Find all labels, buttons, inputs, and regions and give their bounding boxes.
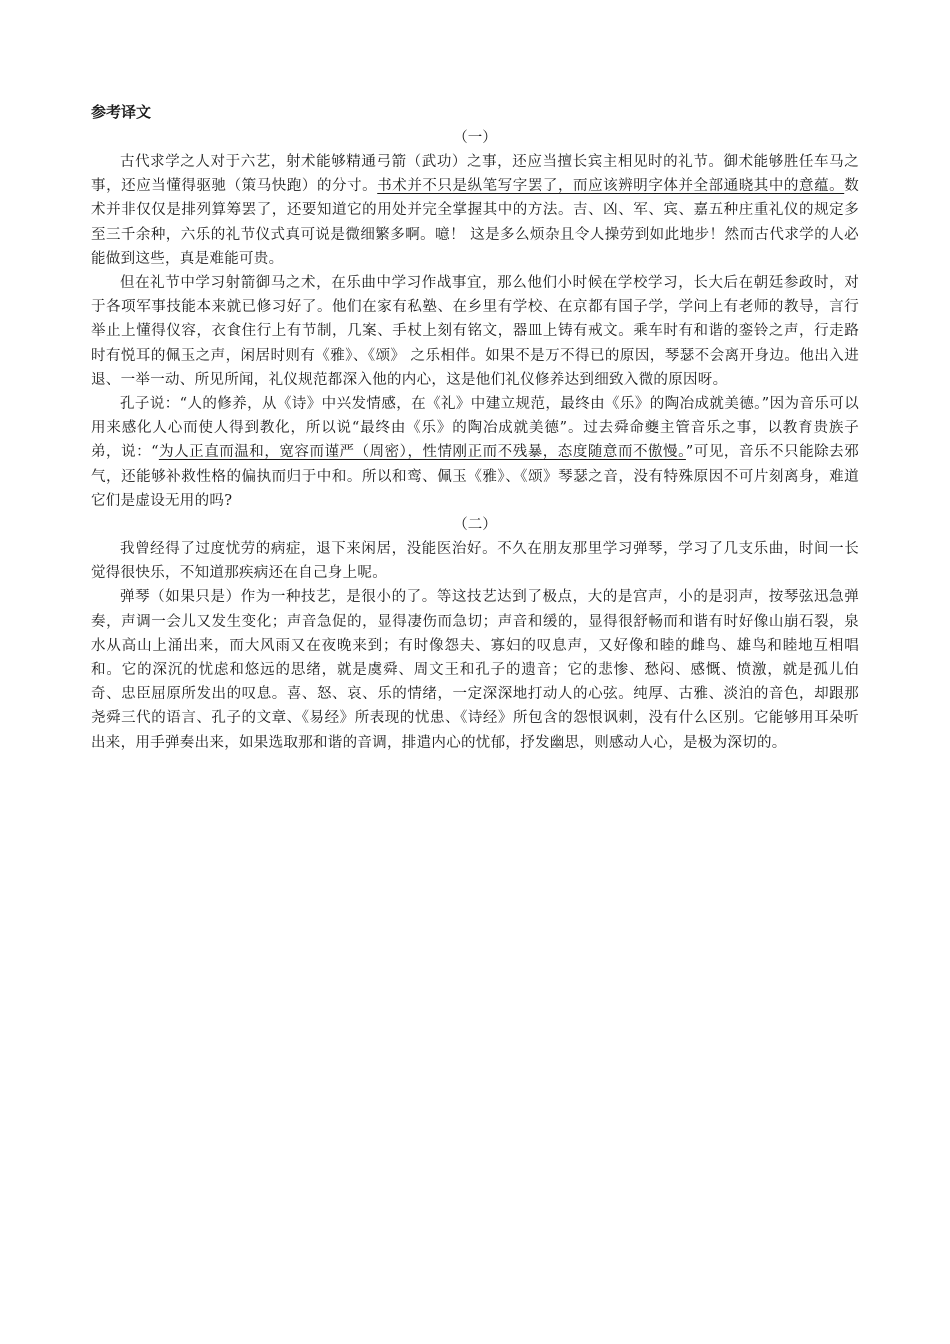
section-one-title: （一） (453, 130, 497, 146)
section-one-paragraph-1 (91, 150, 859, 271)
paragraph-text: 孔子说：“人的修养，从《诗》中兴发情感，在《礼》中建立规范，最终由《乐》的陶冶成就美德。”因为音乐可以用来感化人心而使人得到教化，所以说“最终由《乐》的陶冶成就美德”。过去舜命夔主管音乐之事，以教育贵族子弟，说：“ (91, 396, 859, 461)
underlined-sentence: 为人正直而温和，宽容而谨严（周密），性情刚正而不残暴，态度随意而不傲慢。 (158, 444, 686, 461)
paragraph-text: 古代求学之人对于六艺，射术能够精通弓箭（武功）之事，还应当擅长宾主相见时的礼节。御术能够胜任车马之事，还应当懂得驱驰（策马快跑）的分寸。 (91, 154, 859, 195)
paragraph-text: ”可见，音乐不只能除去邪气，还能够补救性格的偏执而归于中和。所以和鸾、佩玉《雅》、《颂》琴瑟之音，没有特殊原因不可片刻离身，难道它们是虚设无用的吗? (91, 444, 859, 509)
section-two-paragraph-2: 弹琴（如果只是）作为一种技艺，是很小的了。等这技艺达到了极点，大的是宫声，小的是羽声，按琴弦迅急弹奏，声调一会儿又发生变化；声音急促的，显得凄伤而急切；声音和缓的，显得很舒畅而和谐有时好像山崩石裂，泉水从高山上涌出来，而大风雨又在夜晚来到；有时像怨夫、寡妇的叹息声，又好像和睦的雌鸟、雄鸟和睦地互相唱和。它的深沉的忧虑和悠远的思绪，就是虞舜、周文王和孔子的遗音；它的悲惨、愁闷、感慨、愤激，就是孤儿伯奇、忠臣屈原所发出的叹息。喜、怒、哀、乐的情绪，一定深深地打动人的心弦。纯厚、古雅、淡泊的音色，却跟那尧舜三代的语言、孔子的文章、《易经》所表现的忧患、《诗经》所包含的怨恨讽刺，没有什么区别。它能够用耳朵听出来，用手弹奏出来，如果选取那和谐的音调，排遣内心的忧郁，抒发幽思，则感动人心，是极为深切的。 (91, 589, 859, 751)
reference-translation-heading: 参考译文 (91, 103, 152, 121)
paragraph-text: 数术并非仅仅是排列算筹罢了，还要知道它的用处并完全掌握其中的方法。吉、凶、军、宾、嘉五种庄重礼仪的规定多至三千余种，六乐的礼节仪式真可说是微细繁多啊。噫！ 这是多么烦杂且令人操劳到如此地步！然而古代求学的人必能做到这些，真是难能可贵。 (91, 178, 860, 267)
section-one-paragraph-3 (91, 392, 859, 513)
underlined-sentence: 书术并不只是纵笔写字罢了，而应该辨明字体并全部通晓其中的意蕴。 (377, 178, 845, 195)
section-two-paragraph-1: 我曾经得了过度忧劳的病症，退下来闲居，没能医治好。不久在朋友那里学习弹琴，学习了几支乐曲，时间一长觉得很快乐，不知道那疾病还在自己身上呢。 (91, 541, 859, 582)
section-two-title: （二） (453, 517, 497, 534)
section-one-paragraph-2: 但在礼节中学习射箭御马之术，在乐曲中学习作战事宜，那么他们小时候在学校学习，长大后在朝廷参政时，对于各项军事技能本来就已修习好了。他们在家有私塾、在乡里有学校、在京都有国子学，学问上有老师的教导，言行举止上懂得仪容，衣食住行上有节制，几案、手杖上刻有铭文，器皿上铸有戒文。乘车时有和谐的銮铃之声，行走路时有悦耳的佩玉之声，闲居时则有《雅》、《颂》 之乐相伴。如果不是万不得已的原因，琴瑟不会离开身边。他出入进退、一举一动、所见所闻，礼仪规范都深入他的内心，这是他们礼仪修养达到细致入微的原因呀。 (91, 275, 859, 388)
document-page (91, 100, 859, 755)
